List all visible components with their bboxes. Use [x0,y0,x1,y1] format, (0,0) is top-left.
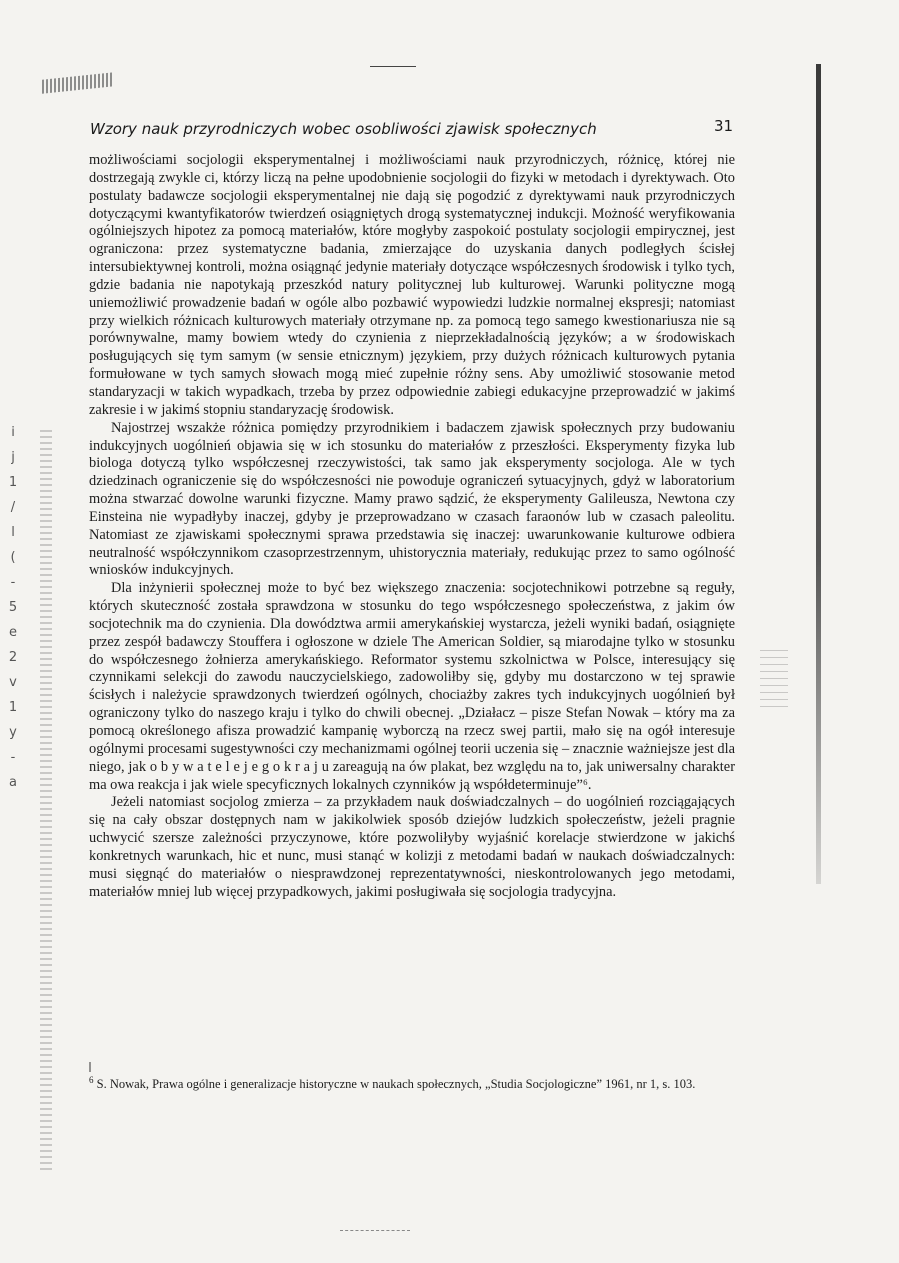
margin-mark: l [11,525,15,540]
page-number: 31 [714,117,734,135]
paragraph: możliwościami socjologii eksperymentalnej i możliwościami nauk przyrodniczych, różnicę, której nie dostrzegają zwykle ci, którzy liczą na pełne upodobnienie socjologii do fizyki w metodach i dyrektywach. Oto postulaty badawcze socjologii eksperymentalnej nie dają się pogodzić z dyrektywami nauk przyrodniczych dotyczącymi kwantyfikatorów twierdzeń osiągniętych drogą systematycznej indukcji. Możność weryfikowania ogólniejszych hipotez za pomocą materiałów, które mogłyby zaspokoić postulaty socjologii empirycznej, jest ograniczona: przez systematyczne badania, zmierzające do uzyskania danych podległych ścisłej intersubiektywnej kontroli, można osiągnąć jedynie materiały dotyczące współczesnych środowisk i tylko tych, gdzie badania nie napotykają przeszkód natury politycznej lub kulturowej. Warunki polityczne mogą uniemożliwić prowadzenie badań w ogóle albo pozbawić wypowiedzi ludzkie normalnej ekspresji; natomiast przy wielkich różnicach kulturowych materiały otrzymane np. za pomocą tego samego kwestionariusza nie są porównywalne, mamy bowiem wtedy do czynienia z nieprzekładalnością języków; a w środowiskach posługujących się tym samym (w sensie etnicznym) językiem, przy dużych różnicach kulturowych pytania formułowane w tych samych słowach mogą mieć zupełnie różny sens. Aby umożliwić stosowanie metod standaryzacji w takich wypadkach, trzeba by przez odpowiednie zabiegi edukacyjne przeprowadzić w jakimś zakresie i w jakimś stopniu standaryzację środowisk. [89,152,735,418]
margin-mark: 5 [8,600,18,615]
paragraph: Najostrzej wszakże różnica pomiędzy przyrodnikiem i badaczem zjawisk społecznych przy budowaniu indukcyjnych uogólnień objawia się w ich stosunku do materiałów z przeszłości. Eksperymenty fizyka lub biologa dotyczą tylko współczesnej rzeczywistości, tak samo jak eksperymenty socjologa. Ale w tych dziedzinach ograniczenie się do współczesności nie powoduje ograniczeń sytuacyjnych, gdyż w laboratorium można stwarzać dowolne warunki fizyczne. Mamy prawo sądzić, że eksperymenty Galileusza, Newtona czy Einsteina nie wypadłyby inaczej, gdyby je przeprowadzano w czasach faraonów lub w czasach paleolitu. Natomiast ze zjawiskami społecznymi sprawa przedstawia się inaczej: uwarunkowanie kulturowe odbiera neutralność współczynnikom czasoprzestrzennym, uhistorycznia materiały, redukując przez to samo ogólność wniosków indukcyjnych. [89,419,735,579]
margin-mark: y [9,725,17,740]
margin-mark: 1 [8,700,18,715]
margin-mark: v [9,675,17,690]
footnote-text: S. Nowak, Prawa ogólne i generalizacje historyczne w naukach społecznych, „Studia Socjologiczne” 1961, nr 1, s. 103. [96,1077,696,1092]
footnote [89,1072,735,1093]
scan-artifact-left-edge [40,430,52,1170]
scan-artifact-top-left [42,72,114,94]
margin-mark: - [10,575,16,590]
margin-mark: / [10,500,16,515]
margin-mark: ( [10,550,16,565]
margin-mark: j [11,450,15,465]
paragraph: Dla inżynierii społecznej może to być bez większego znaczenia: socjotechnikowi potrzebne są reguły, których skuteczność została sprawdzona w stosunku do tego współczesnego społeczeństwa, z jakim ów socjotechnik ma do czynienia. Dla dowództwa armii amerykańskiej wystarcza, jeżeli wyniki badań, osiągnięte przez zespół badawczy Stouffera i ogłoszone w dziele The American Soldier, są miarodajne tylko w stosunku do współczesnego żołnierza amerykańskiego. Reformator systemu szkolnictwa w Polsce, interesujący się czynnikami selekcji do zawodu nauczycielskiego, zadowoliłby się, gdyby mu dostarczono w tej sprawie ścisłych i należycie sprawdzonych twierdzeń ogólnych, chociażby zakres tych indukcyjnych uogólnień był ograniczony tylko do naszego kraju i tylko do chwili obecnej. „Działacz – pisze Stefan Nowak – który ma za pomocą określonego afisza prowadzić kampanię wyborczą na rzecz swej partii, mało się na ogół interesuje ogólnymi procesami sugestywności czy mechanizmami ogólnej teorii uczenia się – znacznie ważniejsze jest dla niego, jak o b y w a t e l e j e g o k r a j u zareagują na ów plakat, bez względu na to, jak uniwersalny charakter ma owa reakcja i jak wiele specyficznych lokalnych czynników ją współdeterminuje”⁶. [89,580,735,793]
margin-mark: a [9,775,17,790]
margin-mark: - [10,750,16,765]
margin-mark: 2 [8,650,18,665]
scan-artifact-right-dots [760,650,788,710]
margin-bleedthrough-marks [2,420,24,790]
scan-artifact-top-line [370,66,416,67]
margin-mark: 1 [8,475,18,490]
scan-artifact-right-edge [816,64,821,884]
margin-mark: e [9,625,17,640]
margin-mark: i [11,425,15,440]
scan-artifact-bottom [340,1230,410,1232]
footnote-marker: 6 [89,1075,94,1085]
body-text [89,152,735,901]
paragraph: Jeżeli natomiast socjolog zmierza – za przykładem nauk doświadczalnych – do uogólnień rozciągających się na cały obszar dostępnych nam w jakikolwiek sposób dziejów ludzkich społeczeństw, jeżeli pragnie uchwycić szersze zależności przyczynowe, które pozwoliłyby wyjaśnić korelacje stwierdzone w jakichś konkretnych warunkach, hic et nunc, musi stanąć w kolizji z metodami badań w naukach doświadczalnych: musi sięgnąć do materiałów o niesprawdzonej reprezentatywności, nieskontrolowanych jego metodami, materiałów mniej lub więcej przypadkowych, jakimi posługiwała się socjologia tradycyjna. [89,794,735,900]
running-head-title: Wzory nauk przyrodniczych wobec osobliwości zjawisk społecznych [90,120,597,138]
